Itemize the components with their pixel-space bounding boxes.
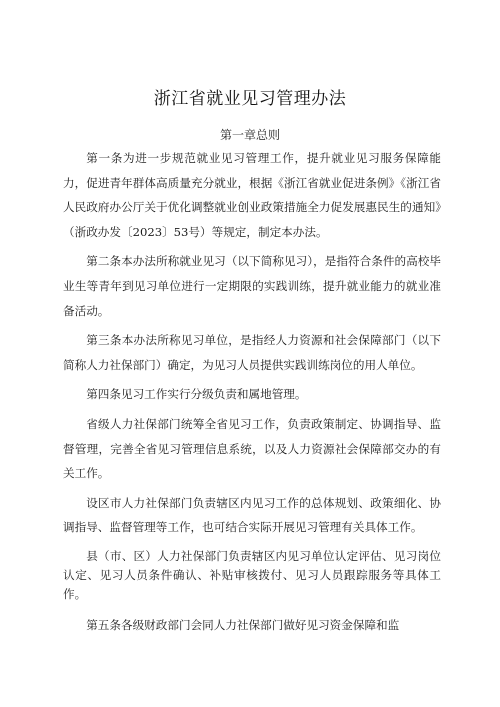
document-title: 浙江省就业见习管理办法 [153, 89, 347, 109]
chapter-heading: 第一章总则 [219, 128, 280, 142]
paragraph-article-1: 第一条为进一步规范就业见习管理工作，提升就业见习服务保障能力，促进青年群体高质量充分就业，根据《浙江省就业促进条例》《浙江省人民政府办公厅关于优化调整就业创业政策措施全力促发展惠民生的通知》（浙政办发〔2023〕53号）等规定，制定本办法。 [63, 151, 441, 239]
paragraph-city-duties: 设区市人力社保部门负责辖区内见习工作的总体规划、政策细化、协调指导、监督管理等工作，也可结合实际开展见习管理有关具体工作。 [63, 495, 441, 535]
paragraph-article-2: 第二条本办法所称就业见习（以下简称见习），是指符合条件的高校毕业生等青年到见习单位进行一定期限的实践训练，提升就业能力的就业准备活动。 [63, 254, 441, 318]
paragraph-article-4: 第四条见习工作实行分级负责和属地管理。 [86, 387, 307, 402]
paragraph-provincial-duties: 省级人力社保部门统筹全省见习工作，负责政策制定、协调指导、监督管理，完善全省见习管理信息系统，以及人力资源社会保障部交办的有关工作。 [63, 416, 441, 481]
paragraph-county-duties: 县（市、区）人力社保部门负责辖区内见习单位认定评估、见习岗位认定、见习人员条件确认、补贴审核拨付、见习人员跟踪服务等具体工作。 [63, 548, 441, 601]
document-body [63, 146, 441, 643]
paragraph-article-5: 第五条各级财政部门会同人力社保部门做好见习资金保障和监 [86, 617, 400, 632]
paragraph-article-3: 第三条本办法所称见习单位，是指经人力资源和社会保障部门（以下简称人力社保部门）确定，为见习人员提供实践训练岗位的用人单位。 [63, 333, 441, 372]
